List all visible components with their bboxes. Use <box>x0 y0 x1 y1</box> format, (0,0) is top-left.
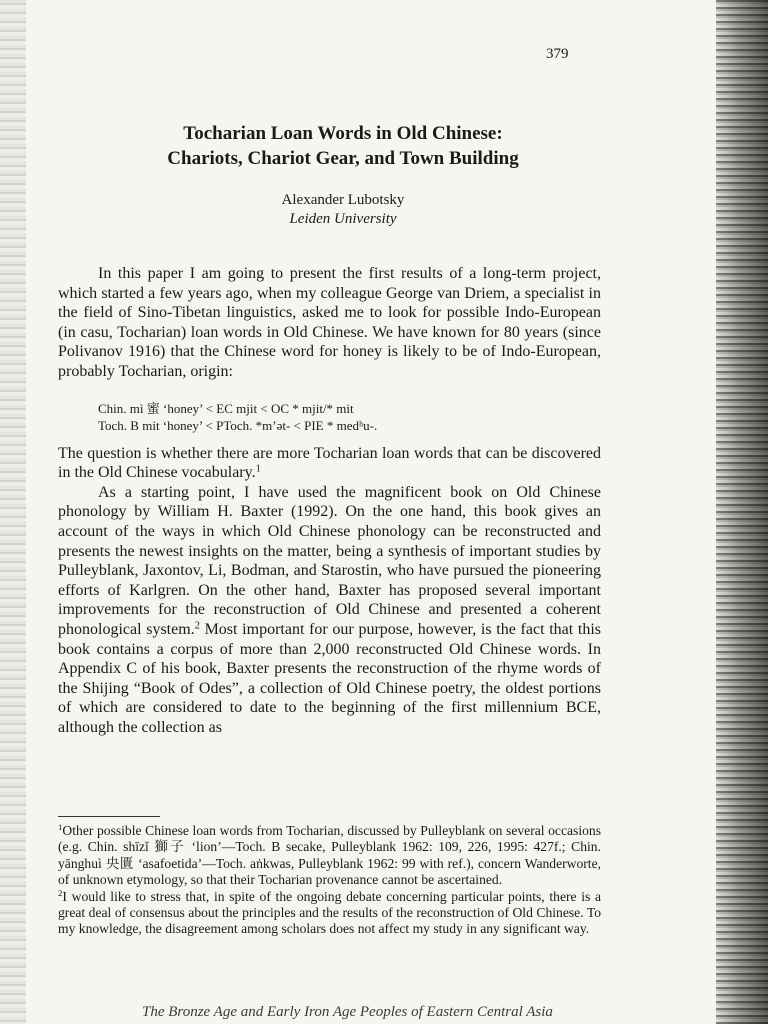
article-title-line-1: Tocharian Loan Words in Old Chinese: <box>183 123 503 144</box>
footnote-2-text: I would like to stress that, in spite of the ongoing debate concerning particular points, there is a great deal of consensus about the principles and the results of the reconstruction of Old Chinese. To my knowledge, the disagreement among scholars does not affect my study in any significant way. <box>58 888 601 937</box>
author-affiliation: Leiden University <box>289 211 397 227</box>
footnote-separator <box>58 816 160 817</box>
scan-left-edge <box>0 0 26 1024</box>
paragraph-intro: In this paper I am going to present the first results of a long-term project, which started a few years ago, when my colleague George van Driem, a specialist in the field of Sino-Tibetan linguistics, asked me to look for possible Indo-European (in casu, Tocharian) loan words in Old Chinese. We have known for 80 years (since Polivanov 1916) that the Chinese word for honey is likely to be of Indo-European, probably Tocharian, origin: <box>58 265 601 380</box>
example-chinese: Chin. mì 蜜 ‘honey’ < EC mjit < OC * mjit/* mit <box>98 400 354 416</box>
example-block <box>98 400 601 434</box>
page-number: 379 <box>546 46 569 62</box>
paragraph-question <box>58 444 601 483</box>
footnote-ref-1[interactable]: 1 <box>255 463 261 475</box>
question-text: The question is whether there are more Tocharian loan words that can be discovered in the Old Chinese vocabulary. <box>58 444 601 482</box>
footnote-2-mark: 2 <box>58 887 63 898</box>
main-text <box>58 264 601 737</box>
article-title-line-2: Chariots, Chariot Gear, and Town Building <box>167 148 519 169</box>
example-tocharian: Toch. B mit ‘honey’ < PToch. *m’ət- < PIE * medʰu-. <box>98 417 378 433</box>
author-name: Alexander Lubotsky <box>281 192 405 208</box>
paragraph-baxter <box>58 483 601 738</box>
footnotes <box>58 823 601 938</box>
footnote-1-mark: 1 <box>58 822 63 833</box>
baxter-text-b: Most important for our purpose, however, is the fact that this book contains a corpus of more than 2,000 reconstructed Old Chinese words. In Appendix C of his book, Baxter presents the reconstruction of the rhyme words of the Shijing “Book of Odes”, a collection of Old Chinese poetry, the oldest portions of which are considered to date to the beginning of the first millennium BCE, although the collection as <box>58 620 602 736</box>
footnote-2 <box>58 889 601 938</box>
footnote-1 <box>58 823 601 889</box>
baxter-text-a: As a starting point, I have used the magnificent book on Old Chinese phonology by William H. Baxter (1992). On the one hand, this book gives an account of the ways in which Old Chinese phonology can be reconstructed and presents the newest insights on the matter, being a synthesis of important studies by Pulleyblank, Jaxontov, Li, Bodman, and Starostin, who have pursued the pioneering efforts of Karlgren. On the other hand, Baxter has proposed several important improvements for the reconstruction of Old Chinese and presented a coherent phonological system. <box>58 483 601 638</box>
book-footer: The Bronze Age and Early Iron Age Peoples of Eastern Central Asia <box>142 1004 553 1020</box>
footnote-1-text: Other possible Chinese loan words from Tocharian, discussed by Pulleyblank on several occasions (e.g. Chin. shīzǐ 獅子 ‘lion’—Toch. B secake, Pulleyblank 1962: 109, 226, 1995: 427f.; Chin. yānghuì 央匱 ‘asafoetida’—Toch. aṅkwas, Pulleyblank 1962: 99 with ref.), concern Wanderworte, of unknown etymology, so that their Tocharian provenance cannot be ascertained. <box>58 823 601 888</box>
scan-right-edge <box>716 0 768 1024</box>
footnote-ref-2[interactable]: 2 <box>194 620 200 632</box>
